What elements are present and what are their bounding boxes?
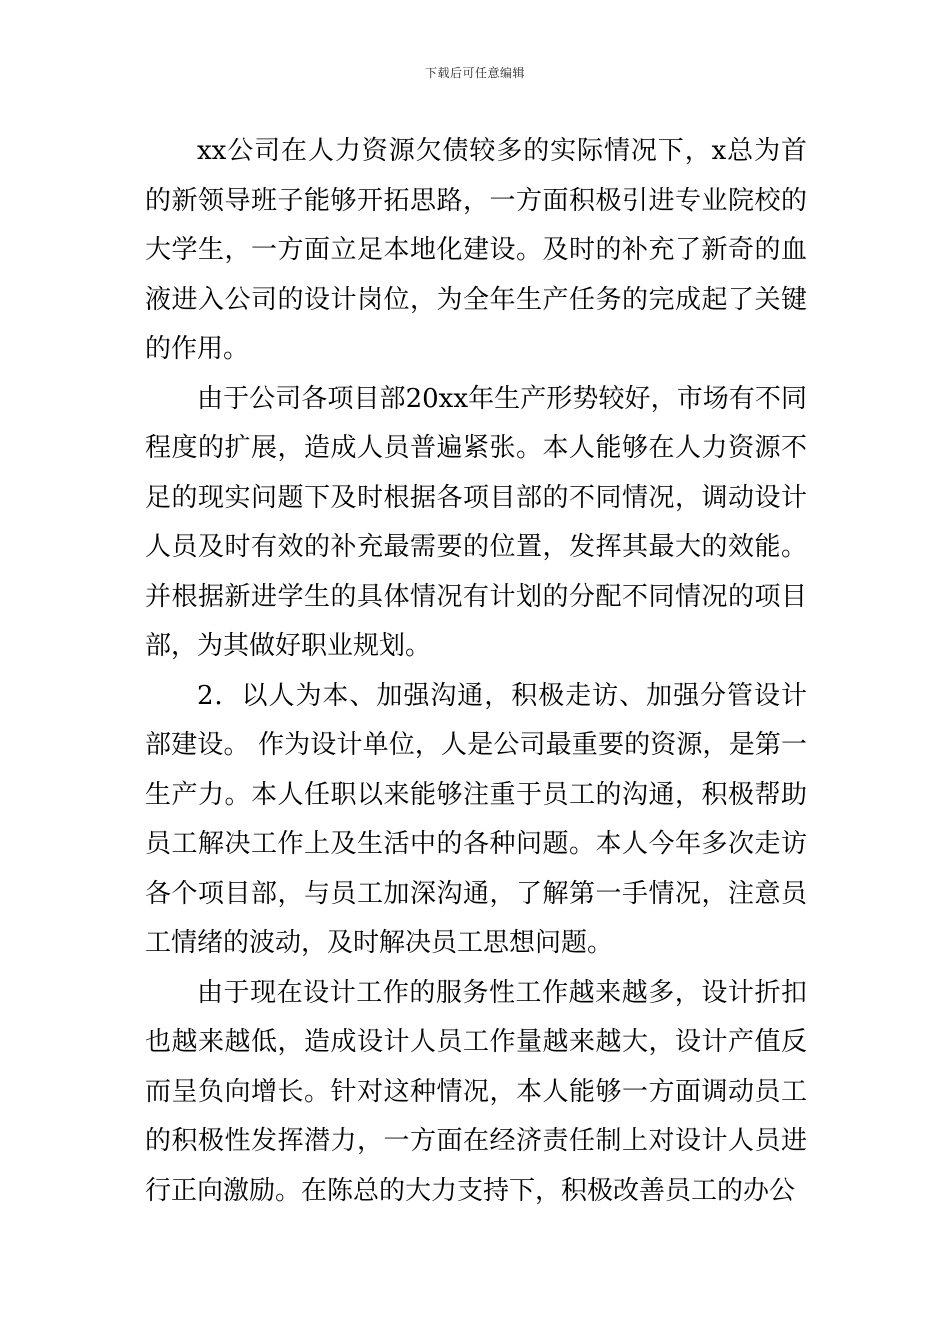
paragraph-staff-allocation: 由于公司各项目部20xx年生产形势较好，市场有不同程度的扩展，造成人员普遍紧张。本人能够在人力资源不足的现实问题下及时根据各项目部的不同情况，调动设计人员及时有效的补充最需要的位置，发挥其最大的效能。并根据新进学生的具体情况有计划的分配不同情况的项目部，为其做好职业规划。 <box>145 383 807 661</box>
paragraph-communication: 2．以人为本、加强沟通，积极走访、加强分管设计部建设。 作为设计单位，人是公司最重要的资源，是第一生产力。本人任职以来能够注重于员工的沟通，积极帮助员工解决工作上及生活中的各种问题。本人今年多次走访各个项目部，与员工加深沟通，了解第一手情况，注意员工情绪的波动，及时解决员工思想问题。 <box>145 680 807 958</box>
page-header-note: 下载后可任意编辑 <box>424 66 525 80</box>
paragraph-talent-recruitment: xx公司在人力资源欠债较多的实际情况下，x总为首的新领导班子能够开拓思路，一方面积极引进专业院校的大学生，一方面立足本地化建设。及时的补充了新奇的血液进入公司的设计岗位，为全年生产任务的完成起了关键的作用。 <box>145 136 807 364</box>
document-body <box>145 127 807 1216</box>
paragraph-workload-incentive: 由于现在设计工作的服务性工作越来越多，设计折扣也越来越低，造成设计人员工作量越来越大，设计产值反而呈负向增长。针对这种情况，本人能够一方面调动员工的积极性发挥潜力，一方面在经济责任制上对设计人员进行正向激励。在陈总的大力支持下，积极改善员工的办公 <box>145 977 807 1206</box>
